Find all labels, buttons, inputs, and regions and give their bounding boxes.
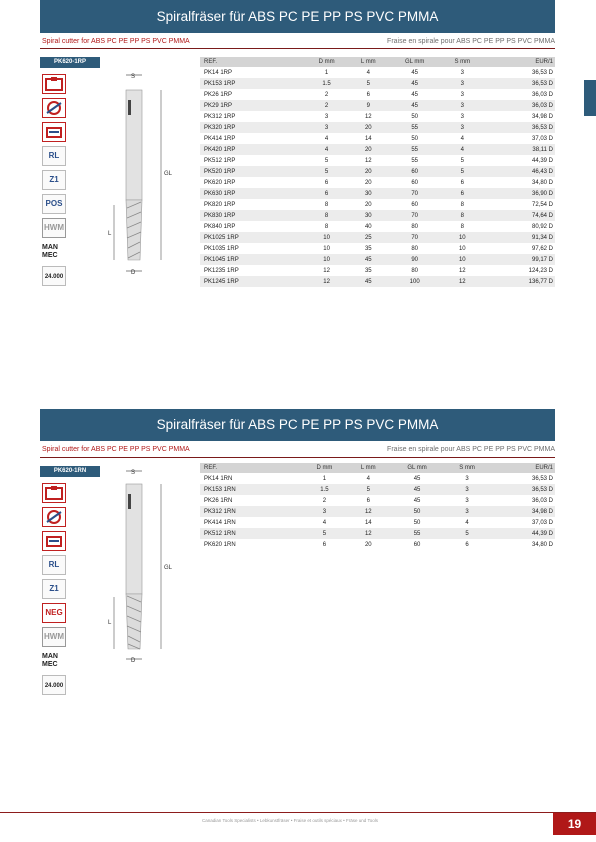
table-row [200,122,555,133]
cell-s: 4 [465,519,469,526]
table-row [200,484,555,495]
cutting-length-label: L [108,620,112,626]
product-table [200,463,555,550]
table-row [200,254,555,265]
property-icons [42,74,70,290]
cell-ref: PK1235 1RP [204,267,239,274]
table-row [200,517,555,528]
cell-price: 74,64 D [484,210,555,221]
cell-l: 9 [348,100,388,111]
plastic-icon [42,507,66,527]
cell-s: 10 [458,245,466,252]
cell-gl: 45 [411,91,419,98]
subtitle-french: Fraise en spirale pour ABS PC PE PP PS PVC PMMA [387,446,555,453]
cell-price: 36,03 D [531,91,553,98]
cell-d: 3 [305,122,348,133]
cell-gl: 45 [413,475,421,482]
cell-d: 6 [324,179,329,186]
cell-price: 124,23 D [528,267,553,274]
table-row [200,67,555,78]
cell-s: 5 [441,166,483,177]
cell-gl: 80 [411,267,419,274]
cell-ref: PK153 1RN [200,484,302,495]
cell-l: 20 [364,541,372,548]
table-row [200,155,555,166]
cell-price: 36,53 D [489,484,555,495]
man-mec-icon: MAN MEC [42,653,58,668]
page-number: 19 [553,813,596,835]
hwm-icon: HWM [42,218,66,238]
cell-ref: PK14 1RN [204,475,233,482]
cell-l: 14 [364,135,372,142]
cell-s: 3 [441,78,483,89]
cell-l: 45 [348,254,388,265]
cell-d: 2 [305,100,348,111]
cell-d: 1.5 [305,78,348,89]
table-header-row [200,463,555,473]
cell-l: 6 [366,91,370,98]
length-label: GL [164,171,173,177]
cell-l: 14 [364,519,372,526]
cell-ref: PK1025 1RP [200,232,305,243]
table-row [200,133,555,144]
subtitle-english: Spiral cutter for ABS PC PE PP PS PVC PMMA [42,446,190,453]
table-row [200,276,555,287]
cell-d: 3 [324,113,329,120]
cell-ref: PK420 1RP [200,144,305,155]
cell-gl: 70 [388,188,441,199]
cell-s: 3 [445,506,490,517]
cell-gl: 45 [389,484,444,495]
table-row [200,243,555,254]
section-subtitle [42,38,555,48]
diameter-label: D [131,270,136,276]
cell-gl: 55 [388,144,441,155]
cell-d: 6 [305,188,348,199]
wood-icon [42,531,66,551]
cell-price: 72,54 D [531,201,553,208]
cell-gl: 45 [388,100,441,111]
cell-gl: 70 [388,232,441,243]
divider [40,48,555,49]
cell-ref: PK820 1RP [204,201,236,208]
header-s: S mm [441,57,483,67]
cell-l: 25 [348,232,388,243]
plastic-icon [42,98,66,118]
cell-d: 3 [302,506,348,517]
header-gl: GL mm [389,463,444,473]
header-price: EUR/1 [489,463,555,473]
cell-ref: PK414 1RN [204,519,236,526]
cell-s: 12 [458,267,466,274]
header-ref: REF. [200,57,305,67]
header-ref: REF. [200,463,302,473]
table-body [200,473,555,550]
table-row [200,166,555,177]
cell-l: 12 [364,113,372,120]
cell-price: 34,98 D [489,506,555,517]
cell-l: 4 [366,69,370,76]
cell-price: 36,03 D [531,497,553,504]
cell-d: 4 [322,519,327,526]
cell-d: 12 [305,276,348,287]
product-code: PK620-1RN [40,466,100,477]
table-row [200,199,555,210]
cell-s: 6 [441,188,483,199]
cell-gl: 50 [389,506,444,517]
rpm-icon: 24.000 [42,675,66,695]
table-row [200,528,555,539]
shank-label: S [131,74,136,80]
flutes-z1-icon: Z1 [42,170,66,190]
side-tab [584,80,596,116]
cell-l: 40 [364,223,372,230]
cell-price: 136,77 D [484,276,555,287]
cell-l: 20 [364,201,372,208]
cell-ref: PK153 1RP [200,78,305,89]
aluminium-icon [42,74,66,94]
cell-s: 4 [441,144,483,155]
table-row [200,506,555,517]
cell-price: 80,92 D [531,223,553,230]
cell-ref: PK1045 1RP [200,254,305,265]
cell-price: 37,03 D [531,519,553,526]
cell-s: 5 [460,157,464,164]
cell-price: 36,03 D [484,100,555,111]
cell-d: 2 [324,91,329,98]
cell-ref: PK1035 1RP [204,245,239,252]
hwm-icon: HWM [42,627,66,647]
cell-l: 20 [348,122,388,133]
cell-ref: PK312 1RN [200,506,302,517]
table-row [200,100,555,111]
cell-s: 5 [445,528,490,539]
diameter-label: D [131,658,136,664]
length-label: GL [164,565,173,571]
cell-s: 3 [441,122,483,133]
cell-s: 8 [460,201,464,208]
cell-gl: 60 [411,201,419,208]
cell-s: 3 [460,113,464,120]
cell-gl: 55 [411,157,419,164]
cell-d: 6 [322,541,327,548]
cell-price: 97,62 D [531,245,553,252]
table-row [200,210,555,221]
cell-gl: 80 [411,223,419,230]
cell-ref: PK620 1RP [204,179,236,186]
cell-ref: PK830 1RP [200,210,305,221]
cell-price: 34,98 D [531,113,553,120]
cell-d: 8 [324,201,329,208]
table-row [200,232,555,243]
cell-s: 3 [465,475,469,482]
section-title: Spiralfräser für ABS PC PE PP PS PVC PMMA [40,0,555,33]
cell-d: 10 [305,254,348,265]
aluminium-icon [42,483,66,503]
cell-ref: PK630 1RP [200,188,305,199]
cell-ref: PK414 1RP [204,135,236,142]
rotation-rl-icon: RL [42,555,66,575]
cell-price: 36,53 D [531,69,553,76]
cell-ref: PK26 1RN [204,497,233,504]
cell-price: 44,39 D [489,528,555,539]
cell-ref: PK29 1RP [200,100,305,111]
cell-ref: PK1245 1RP [200,276,305,287]
header-d: D mm [302,463,348,473]
subtitle-french: Fraise en spirale pour ABS PC PE PP PS PVC PMMA [387,38,555,45]
cell-ref: PK320 1RP [200,122,305,133]
cell-s: 10 [441,232,483,243]
cell-gl: 90 [388,254,441,265]
cell-l: 20 [348,144,388,155]
rpm-icon: 24.000 [42,266,66,286]
wood-icon [42,122,66,142]
property-icons [42,483,70,699]
cell-gl: 60 [411,179,419,186]
cell-l: 35 [364,245,372,252]
cell-l: 5 [348,78,388,89]
table-row [200,495,555,506]
header-gl: GL mm [388,57,441,67]
negative-spiral-icon: NEG [42,603,66,623]
section-subtitle [42,446,555,456]
cell-price: 36,53 D [484,122,555,133]
cell-d: 2 [322,497,327,504]
cell-d: 8 [305,210,348,221]
cell-gl: 55 [389,528,444,539]
product-table [200,57,555,287]
cell-ref: PK14 1RP [204,69,233,76]
cell-gl: 50 [411,113,419,120]
cell-price: 37,03 D [531,135,553,142]
cell-gl: 60 [388,166,441,177]
table-row [200,177,555,188]
cell-l: 30 [348,210,388,221]
cell-price: 36,53 D [484,78,555,89]
cell-l: 20 [364,179,372,186]
cell-s: 3 [460,69,464,76]
cell-l: 4 [366,475,370,482]
man-mec-icon: MAN MEC [42,244,58,259]
cell-l: 12 [364,157,372,164]
cell-d: 1 [324,69,329,76]
cell-ref: PK512 1RP [204,157,236,164]
table-row [200,78,555,89]
cell-l: 20 [348,166,388,177]
cell-ref: PK312 1RP [204,113,236,120]
table-row [200,89,555,100]
cell-d: 10 [323,245,330,252]
cell-l: 12 [347,506,389,517]
cell-gl: 80 [411,245,419,252]
table-row [200,188,555,199]
table-row [200,221,555,232]
header-d: D mm [305,57,348,67]
cell-price: 44,39 D [531,157,553,164]
cell-gl: 50 [411,135,419,142]
cell-price: 99,17 D [484,254,555,265]
table-body [200,67,555,287]
cell-l: 5 [347,484,389,495]
cell-s: 8 [460,223,464,230]
cutter-drawing [106,70,206,280]
cell-price: 38,11 D [484,144,555,155]
cell-l: 35 [364,267,372,274]
cell-s: 3 [465,497,469,504]
product-code: PK620-1RP [40,57,100,68]
cell-ref: PK620 1RN [204,541,236,548]
subtitle-english: Spiral cutter for ABS PC PE PP PS PVC PMMA [42,38,190,45]
cell-ref: PK512 1RN [200,528,302,539]
cell-d: 5 [302,528,348,539]
cutting-length-label: L [108,231,112,237]
header-l: L mm [347,463,389,473]
cell-s: 6 [460,179,464,186]
cell-s: 4 [460,135,464,142]
cell-price: 36,53 D [531,475,553,482]
cell-gl: 50 [413,519,421,526]
cell-d: 1 [322,475,327,482]
cell-gl: 45 [413,497,421,504]
cell-d: 8 [324,223,329,230]
cell-s: 10 [441,254,483,265]
cell-ref: PK840 1RP [204,223,236,230]
cell-ref: PK26 1RP [204,91,233,98]
header-l: L mm [348,57,388,67]
cell-d: 10 [305,232,348,243]
cell-s: 3 [445,484,490,495]
cell-price: 91,34 D [484,232,555,243]
cell-gl: 45 [388,78,441,89]
cell-price: 34,80 D [531,179,553,186]
positive-spiral-icon: POS [42,194,66,214]
cell-price: 34,80 D [531,541,553,548]
cell-gl: 55 [388,122,441,133]
table-header-row [200,57,555,67]
cell-s: 3 [460,91,464,98]
cell-d: 5 [324,157,329,164]
cell-gl: 60 [413,541,421,548]
table-row [200,144,555,155]
shank-label: S [131,470,136,476]
cell-l: 30 [348,188,388,199]
section-title: Spiralfräser für ABS PC PE PP PS PVC PMMA [40,409,555,441]
cell-d: 4 [324,135,329,142]
cell-gl: 45 [411,69,419,76]
divider [40,457,555,458]
cell-gl: 100 [388,276,441,287]
table-row [200,539,555,550]
table-row [200,265,555,276]
cell-d: 1.5 [302,484,348,495]
cell-price: 36,90 D [484,188,555,199]
cell-l: 45 [348,276,388,287]
header-price: EUR/1 [484,57,555,67]
cutter-drawing [106,470,206,689]
flutes-z1-icon: Z1 [42,579,66,599]
cell-l: 12 [347,528,389,539]
cell-s: 8 [441,210,483,221]
table-row [200,111,555,122]
cell-s: 12 [441,276,483,287]
footer-divider [0,812,596,813]
footer-text: Canadian Tools Specialists • Lebkunstfräser • Fraise et outils spéciaux • Fräse und Tools [202,818,378,823]
cell-d: 5 [305,166,348,177]
table-row [200,473,555,484]
cell-ref: PK520 1RP [200,166,305,177]
cell-d: 4 [305,144,348,155]
cell-l: 6 [366,497,370,504]
cell-price: 46,43 D [484,166,555,177]
cell-gl: 70 [388,210,441,221]
rotation-rl-icon: RL [42,146,66,166]
cell-s: 3 [441,100,483,111]
header-s: S mm [445,463,490,473]
cell-d: 12 [323,267,330,274]
cell-s: 6 [465,541,469,548]
